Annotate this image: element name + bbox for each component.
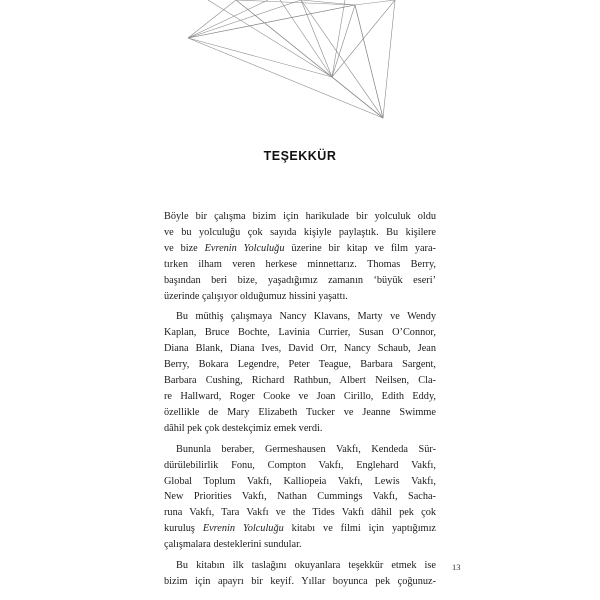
text-line: Diana Blank, Diana Ives, David Orr, Nancy Schaub, Jean	[164, 343, 436, 355]
text-line: Bu müthiş çalışmaya Nancy Klavans, Marty ve Wendy	[176, 311, 436, 323]
text-line: New Priorities Vakfı, Nathan Cummings Vakfı, Sacha-	[164, 491, 436, 503]
text-line: bizim için apayrı bir keyif. Yıllar boyunca pek çoğunuz-	[164, 575, 436, 587]
text-line: dürülebilirlik Fonu, Compton Vakfı, Englehard Vakfı,	[164, 459, 436, 471]
text-line: Böyle bir çalışma bizim için harikulade bir yolculuk oldu	[164, 211, 436, 222]
text-line: kuruluş Evrenin Yolculuğu kitabı ve filmi için yaptığımız	[164, 523, 437, 535]
text-line: Kaplan, Bruce Bochte, Lavinia Currier, Susan O’Connor,	[164, 327, 436, 339]
text-line: Berry, Bokara Legendre, Peter Teague, Barbara Sargent,	[164, 359, 436, 371]
text-line: re Hallward, Roger Cooke ve Joan Cirillo, Edith Eddy,	[164, 390, 436, 402]
chapter-title: TEŞEKKÜR	[263, 149, 337, 163]
text-line: çalışmalara desteklerini sundular.	[164, 539, 302, 551]
geometric-line-ornament	[0, 0, 600, 125]
paragraph-3	[164, 442, 436, 553]
text-line: Bu kitabın ilk taslağını okuyanlara teşekkür etmek ise	[176, 560, 436, 572]
text-line: tırken ilham veren herkese minnettarız. Thomas Berry,	[164, 258, 436, 270]
paragraph-1	[164, 209, 436, 304]
text-line: Barbara Cushing, Richard Rathbun, Albert Neilsen, Cla-	[164, 375, 436, 387]
text-line: Global Toplum Vakfı, Kalliopeia Vakfı, Lewis Vakfı,	[164, 475, 436, 487]
text-line: dâhil pek çok destekçimiz emek verdi.	[164, 422, 323, 434]
text-line: Bununla beraber, Germeshausen Vakfı, Kendeda Sür-	[176, 443, 436, 455]
text-line: ve bize Evrenin Yolculuğu üzerine bir kitap ve film yara-	[164, 242, 436, 254]
page-number: 13	[452, 562, 461, 572]
text-line: özellikle de Mary Elizabeth Tucker ve Jeanne Swimme	[164, 406, 436, 418]
body-text	[164, 209, 436, 595]
text-line: ve bu yolculuğu çok sayıda kişiyle paylaştık. Bu kişilere	[164, 226, 436, 238]
paragraph-4	[164, 558, 436, 590]
text-line: başından beri bize, yaşadığımız zamanın ‘büyük eseri’	[164, 274, 436, 286]
text-line: üzerinde çalışıyor olduğumuz hissini yaşattı.	[164, 290, 348, 302]
text-line: runa Vakfı, Tara Vakfı ve the Tides Vakfı dâhil pek çok	[164, 507, 436, 519]
paragraph-2	[164, 309, 436, 436]
